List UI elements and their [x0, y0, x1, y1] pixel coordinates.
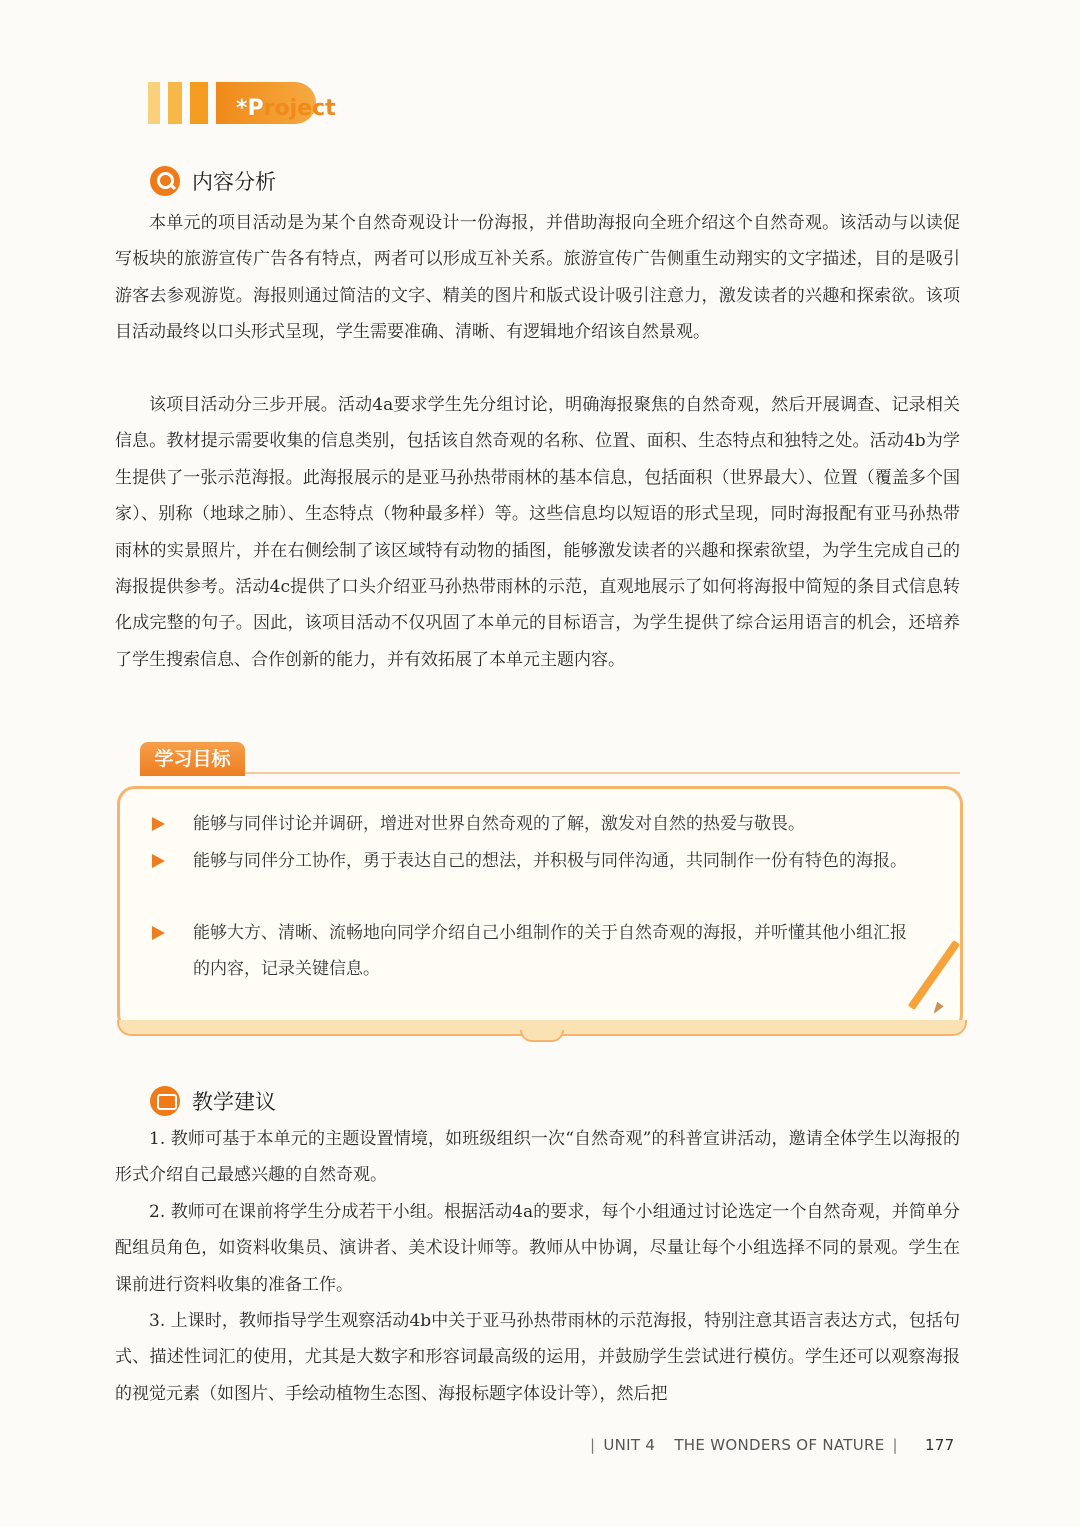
- paragraph: 3. 上课时，教师指导学生观察活动4b中关于亚马孙热带雨林的示范海报，特别注意其语言表达方式，包括句式、描述性词汇的使用，尤其是大数字和形容词最高级的运用，并鼓励学生尝试进行模仿。学生还可以观察海报的视觉元素（如图片、手绘动植物生态图、海报标题字体设计等），然后把: [115, 1311, 960, 1404]
- goal-item: [152, 915, 922, 987]
- page-number: 177: [924, 1436, 955, 1454]
- page-footer: | UNIT 4 THE WONDERS OF NATURE | 177: [590, 1436, 955, 1454]
- section-title: 内容分析: [192, 170, 276, 194]
- section-title: 教学建议: [192, 1090, 276, 1114]
- paragraph: 1. 教师可基于本单元的主题设置情境，如班级组织一次“自然奇观”的科普宣讲活动，邀请全体学生以海报的形式介绍自己最感兴趣的自然奇观。: [115, 1129, 960, 1186]
- goal-text: 能够大方、清晰、流畅地向同学介绍自己小组制作的关于自然奇观的海报，并听懂其他小组汇报的内容，记录关键信息。: [193, 923, 907, 979]
- footer-title: THE WONDERS OF NATURE: [674, 1436, 885, 1454]
- banner-stripe: [148, 82, 160, 124]
- section-heading-content-analysis: [150, 166, 276, 196]
- banner-stripe: [190, 82, 208, 124]
- arrow-bullet-icon: [152, 854, 165, 868]
- goal-text: 能够与同伴分工协作，勇于表达自己的想法，并积极与同伴沟通，共同制作一份有特色的海报。: [193, 851, 907, 871]
- chat-bubble-icon: [150, 1086, 180, 1116]
- goal-item: [152, 806, 922, 842]
- footer-unit: UNIT 4: [603, 1436, 656, 1454]
- banner-stripe: [168, 82, 182, 124]
- section-heading-teaching-suggestions: [150, 1086, 276, 1116]
- paragraph: 本单元的项目活动是为某个自然奇观设计一份海报，并借助海报向全班介绍这个自然奇观。该活动与以读促写板块的旅游宣传广告各有特点，两者可以形成互补关系。旅游宣传广告侧重生动翔实的文字描述，目的是吸引游客去参观游览。海报则通过简洁的文字、精美的图片和版式设计吸引注意力，激发读者的兴趣和探索欲。该项目活动最终以口头形式呈现，学生需要准确、清晰、有逻辑地介绍该自然景观。: [115, 213, 960, 343]
- divider: [245, 772, 960, 774]
- paragraph: 2. 教师可在课前将学生分成若干小组。根据活动4a的要求，每个小组通过讨论选定一个自然奇观，并简单分配组员角色，如资料收集员、演讲者、美术设计师等。教师从中协调，尽量让每个小组选择不同的景观。学生在课前进行资料收集的准备工作。: [115, 1202, 960, 1295]
- notebook-notch: [520, 1030, 564, 1042]
- project-banner: [148, 82, 368, 132]
- arrow-bullet-icon: [152, 926, 165, 940]
- banner-title: *Project: [236, 96, 336, 121]
- paragraph: 该项目活动分三步开展。活动4a要求学生先分组讨论，明确海报聚焦的自然奇观，然后开展调查、记录相关信息。教材提示需要收集的信息类别，包括该自然奇观的名称、位置、面积、生态特点和独特之处。活动4b为学生提供了一张示范海报。此海报展示的是亚马孙热带雨林的基本信息，包括面积（世界最大）、位置（覆盖多个国家）、别称（地球之肺）、生态特点（物种最多样）等。这些信息均以短语的形式呈现，同时海报配有亚马孙热带雨林的实景照片，并在右侧绘制了该区域特有动物的插图，能够激发读者的兴趣和探索欲望，为学生完成自己的海报提供参考。活动4c提供了口头介绍亚马孙热带雨林的示范，直观地展示了如何将海报中简短的条目式信息转化成完整的句子。因此，该项目活动不仅巩固了本单元的目标语言，为学生提供了综合运用语言的机会，还培养了学生搜索信息、合作创新的能力，并有效拓展了本单元主题内容。: [115, 395, 960, 670]
- magnifier-icon: [150, 166, 180, 196]
- learning-goals-tab: 学习目标: [140, 742, 245, 776]
- goal-item: [152, 843, 922, 879]
- arrow-bullet-icon: [152, 817, 165, 831]
- goal-text: 能够与同伴讨论并调研，增进对世界自然奇观的了解，激发对自然的热爱与敬畏。: [193, 814, 805, 834]
